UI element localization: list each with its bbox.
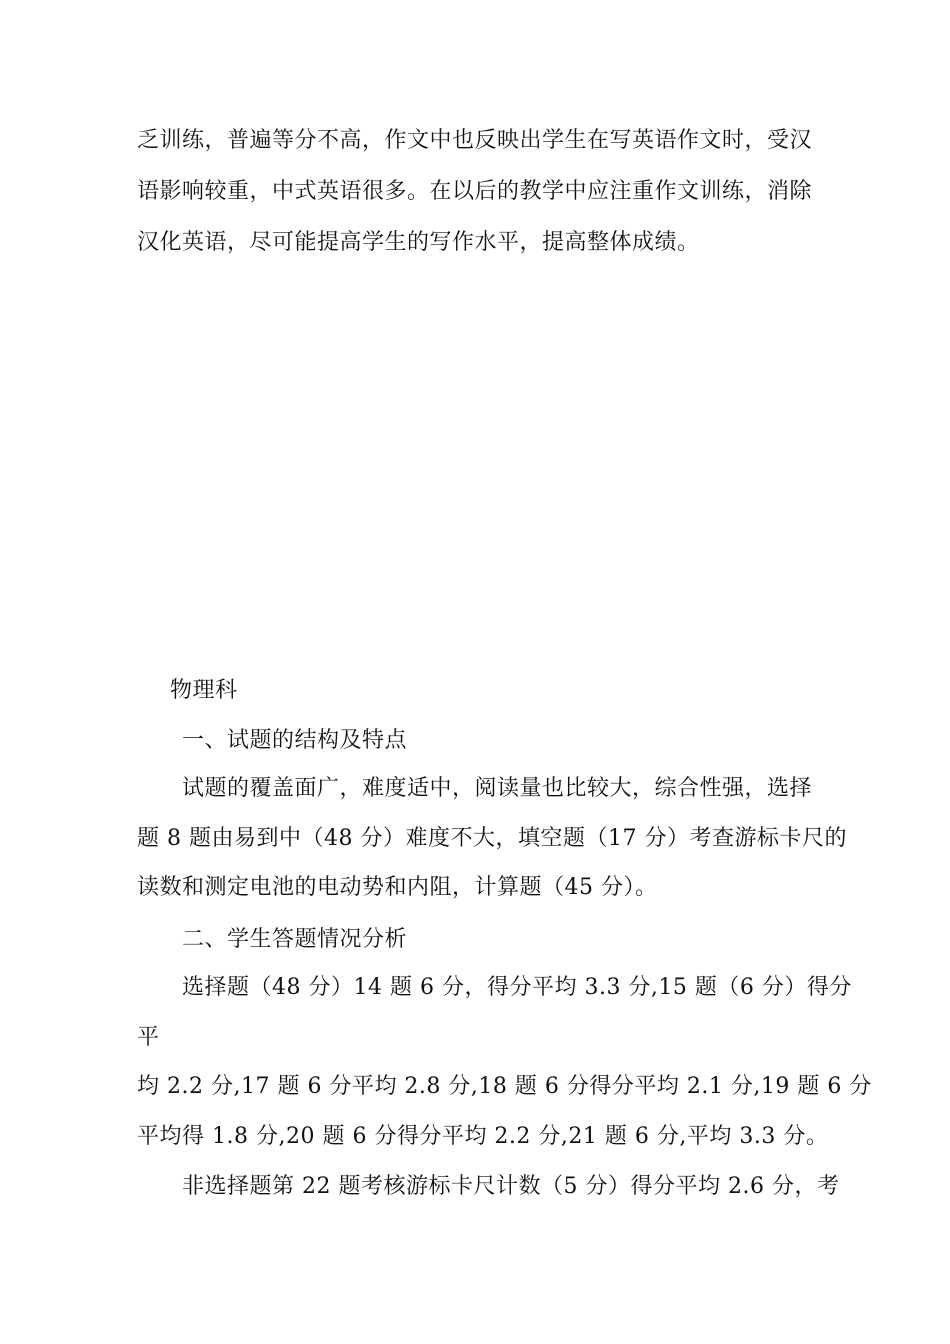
section-heading: 一、试题的结构及特点 bbox=[182, 728, 408, 753]
paragraph-line: 试题的覆盖面广，难度适中，阅读量也比较大，综合性强，选择 bbox=[182, 776, 813, 801]
paragraph-line: 平均得 1.8 分,20 题 6 分得分平均 2.2 分,21 题 6 分,平均 3.3 分。 bbox=[137, 1124, 829, 1149]
paragraph-line: 题 8 题由易到中（48 分）难度不大，填空题（17 分）考查游标卡尺的 bbox=[137, 826, 847, 851]
paragraph-line: 读数和测定电池的电动势和内阻，计算题（45 分）。 bbox=[137, 875, 658, 900]
subject-title: 物理科 bbox=[170, 678, 238, 703]
paragraph-line: 选择题（48 分）14 题 6 分，得分平均 3.3 分,15 题（6 分）得分 bbox=[182, 975, 852, 1000]
section-heading: 二、学生答题情况分析 bbox=[182, 927, 408, 952]
paragraph-line: 语影响较重，中式英语很多。在以后的教学中应注重作文训练，消除 bbox=[137, 179, 813, 204]
paragraph-line: 乏训练，普遍等分不高，作文中也反映出学生在写英语作文时，受汉 bbox=[137, 128, 813, 153]
paragraph-line: 汉化英语，尽可能提高学生的写作水平，提高整体成绩。 bbox=[137, 230, 700, 255]
paragraph-line: 平 bbox=[137, 1025, 160, 1050]
paragraph-line: 均 2.2 分,17 题 6 分平均 2.8 分,18 题 6 分得分平均 2.1 分,19 题 6 分 bbox=[137, 1074, 872, 1099]
paragraph-line: 非选择题第 22 题考核游标卡尺计数（5 分）得分平均 2.6 分，考 bbox=[182, 1174, 840, 1199]
